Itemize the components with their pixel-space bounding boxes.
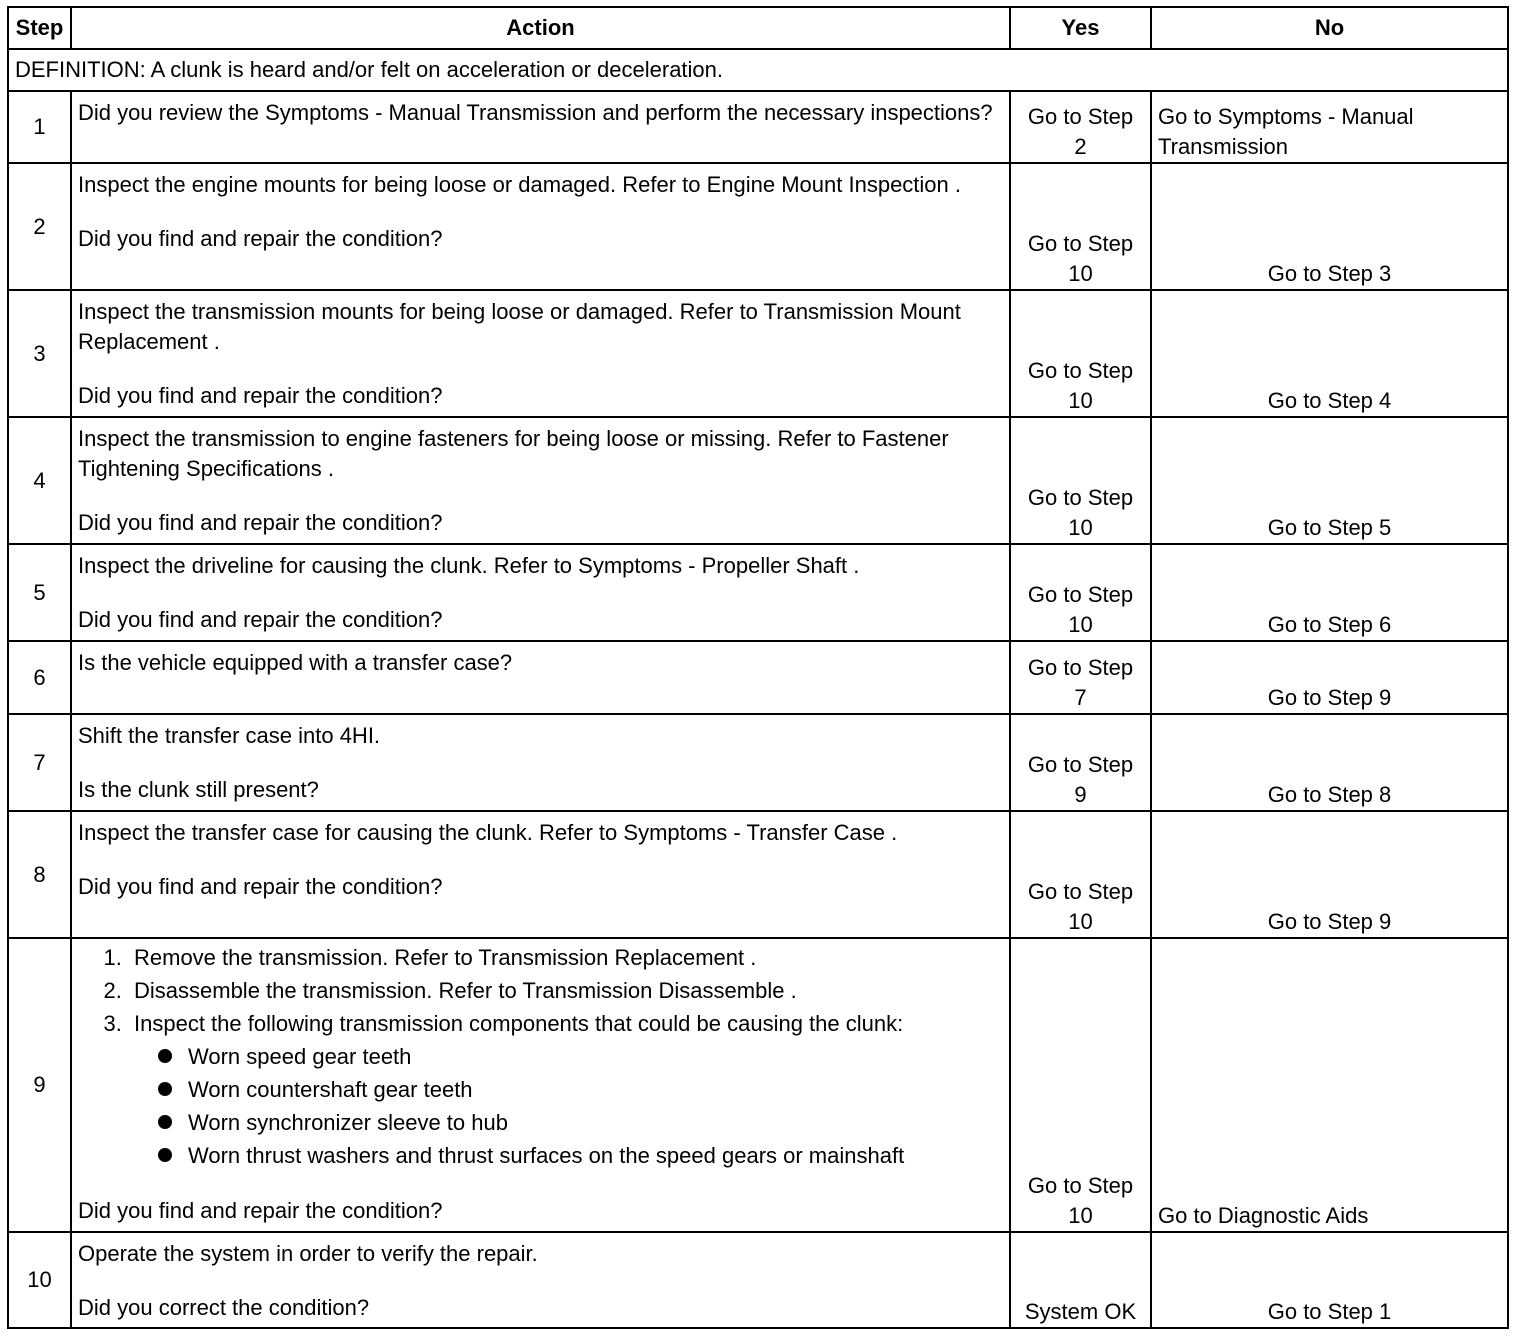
yes-label: Go to Step [1027, 655, 1134, 680]
no-cell: Go to Step 9 [1151, 641, 1508, 714]
no-cell: Go to Diagnostic Aids [1151, 938, 1508, 1232]
table-row [8, 811, 1508, 938]
table-row [8, 714, 1508, 811]
table-row [8, 1232, 1508, 1328]
step-number: 3 [8, 290, 71, 417]
no-cell: Go to Symptoms - Manual Transmission [1151, 91, 1508, 163]
step-number: 4 [8, 417, 71, 544]
table-row [8, 290, 1508, 417]
no-cell: Go to Step 4 [1151, 290, 1508, 417]
action-cell [71, 811, 1010, 938]
action-cell [71, 91, 1010, 163]
yes-label: Go to Step [1027, 582, 1134, 607]
instruction-text: Inspect the transmission to engine fasteners for being loose or missing. Refer to Fastener Tightening Specifications . [78, 426, 949, 481]
yes-label: Go to Step [1027, 358, 1134, 383]
yes-cell [1010, 417, 1151, 544]
yes-cell [1010, 938, 1151, 1232]
question-text: Did you find and repair the condition? [78, 383, 443, 408]
question-text: Did you find and repair the condition? [78, 510, 443, 535]
question-text: Is the clunk still present? [78, 777, 319, 802]
yes-label: Go to Step [1027, 231, 1134, 256]
instruction-text: Did you review the Symptoms - Manual Transmission and perform the necessary inspections? [78, 100, 993, 125]
yes-label: Go to Step [1027, 1173, 1134, 1198]
table-row [8, 417, 1508, 544]
yes-step: 10 [1068, 909, 1093, 934]
bullet-icon [158, 1148, 172, 1162]
bullet-icon [158, 1049, 172, 1063]
instruction-text: Inspect the engine mounts for being loose or damaged. Refer to Engine Mount Inspection . [78, 172, 961, 197]
instruction-text: Shift the transfer case into 4HI. [78, 723, 381, 748]
yes-cell [1010, 1232, 1151, 1328]
yes-step: 10 [1068, 1203, 1093, 1228]
definition-text: DEFINITION: A clunk is heard and/or felt on acceleration or deceleration. [8, 49, 1508, 91]
component-text: Worn speed gear teeth [188, 1044, 412, 1069]
step-number: 7 [8, 714, 71, 811]
instruction-text: Inspect the transmission mounts for being loose or damaged. Refer to Transmission Mount Replacement . [78, 299, 961, 354]
action-cell [71, 641, 1010, 714]
diagnostic-table [7, 6, 1509, 1329]
action-cell [71, 714, 1010, 811]
yes-cell [1010, 714, 1151, 811]
header-action: Action [71, 7, 1010, 49]
step-number: 10 [8, 1232, 71, 1328]
yes-cell [1010, 290, 1151, 417]
yes-cell [1010, 811, 1151, 938]
procedure-item: 2. Disassemble the transmission. Refer to Transmission Disassemble . [128, 974, 1003, 1007]
table-row [8, 544, 1508, 641]
question-text: Did you find and repair the condition? [78, 226, 443, 251]
no-cell: Go to Step 9 [1151, 811, 1508, 938]
no-cell: Go to Step 5 [1151, 417, 1508, 544]
yes-step: 10 [1068, 515, 1093, 540]
header-yes: Yes [1010, 7, 1151, 49]
step-number: 5 [8, 544, 71, 641]
yes-cell [1010, 91, 1151, 163]
step-number: 2 [8, 163, 71, 290]
component-text: Worn countershaft gear teeth [188, 1077, 473, 1102]
component-item [158, 1073, 1003, 1106]
no-cell: Go to Step 3 [1151, 163, 1508, 290]
yes-step: 10 [1068, 612, 1093, 637]
action-cell [71, 1232, 1010, 1328]
procedure-item: 1. Remove the transmission. Refer to Transmission Replacement . [128, 941, 1003, 974]
component-text: Worn thrust washers and thrust surfaces on the speed gears or mainshaft [188, 1143, 905, 1168]
yes-label: System OK [1024, 1299, 1137, 1324]
bullet-icon [158, 1115, 172, 1129]
yes-step: 10 [1068, 261, 1093, 286]
action-cell [71, 938, 1010, 1232]
step-number: 1 [8, 91, 71, 163]
action-cell [71, 544, 1010, 641]
table-row [8, 641, 1508, 714]
component-item [158, 1106, 1003, 1139]
no-cell: Go to Step 8 [1151, 714, 1508, 811]
step-number: 6 [8, 641, 71, 714]
instruction-text: Is the vehicle equipped with a transfer case? [78, 650, 513, 675]
yes-label: Go to Step [1027, 752, 1134, 777]
yes-label: Go to Step [1027, 104, 1134, 129]
component-item [158, 1139, 1003, 1172]
component-list [134, 1040, 1003, 1172]
instruction-text: Inspect the driveline for causing the clunk. Refer to Symptoms - Propeller Shaft . [78, 553, 860, 578]
action-cell [71, 417, 1010, 544]
step-number: 9 [8, 938, 71, 1232]
table-row [8, 163, 1508, 290]
question-text: Did you find and repair the condition? [78, 1198, 443, 1223]
yes-step: 9 [1074, 782, 1087, 807]
yes-cell [1010, 544, 1151, 641]
yes-step: 10 [1068, 388, 1093, 413]
table-row [8, 938, 1508, 1232]
bullet-icon [158, 1082, 172, 1096]
no-cell: Go to Step 1 [1151, 1232, 1508, 1328]
procedure-list [78, 941, 1003, 1172]
header-step: Step [8, 7, 71, 49]
definition-row [8, 49, 1508, 91]
step-number: 8 [8, 811, 71, 938]
question-text: Did you find and repair the condition? [78, 607, 443, 632]
question-text: Did you find and repair the condition? [78, 874, 443, 899]
header-no: No [1151, 7, 1508, 49]
yes-label: Go to Step [1027, 879, 1134, 904]
instruction-text: Operate the system in order to verify the repair. [78, 1241, 538, 1266]
action-cell [71, 290, 1010, 417]
yes-step: 2 [1074, 134, 1087, 159]
instruction-text: Inspect the transfer case for causing the clunk. Refer to Symptoms - Transfer Case . [78, 820, 898, 845]
procedure-item-text: Inspect the following transmission components that could be causing the clunk: [134, 1011, 904, 1036]
question-text: Did you correct the condition? [78, 1295, 370, 1320]
yes-step: 7 [1074, 685, 1087, 710]
action-cell [71, 163, 1010, 290]
yes-cell [1010, 641, 1151, 714]
header-row [8, 7, 1508, 49]
table-row [8, 91, 1508, 163]
yes-label: Go to Step [1027, 485, 1134, 510]
yes-cell [1010, 163, 1151, 290]
component-text: Worn synchronizer sleeve to hub [188, 1110, 508, 1135]
procedure-item [128, 1007, 1003, 1172]
no-cell: Go to Step 6 [1151, 544, 1508, 641]
component-item [158, 1040, 1003, 1073]
